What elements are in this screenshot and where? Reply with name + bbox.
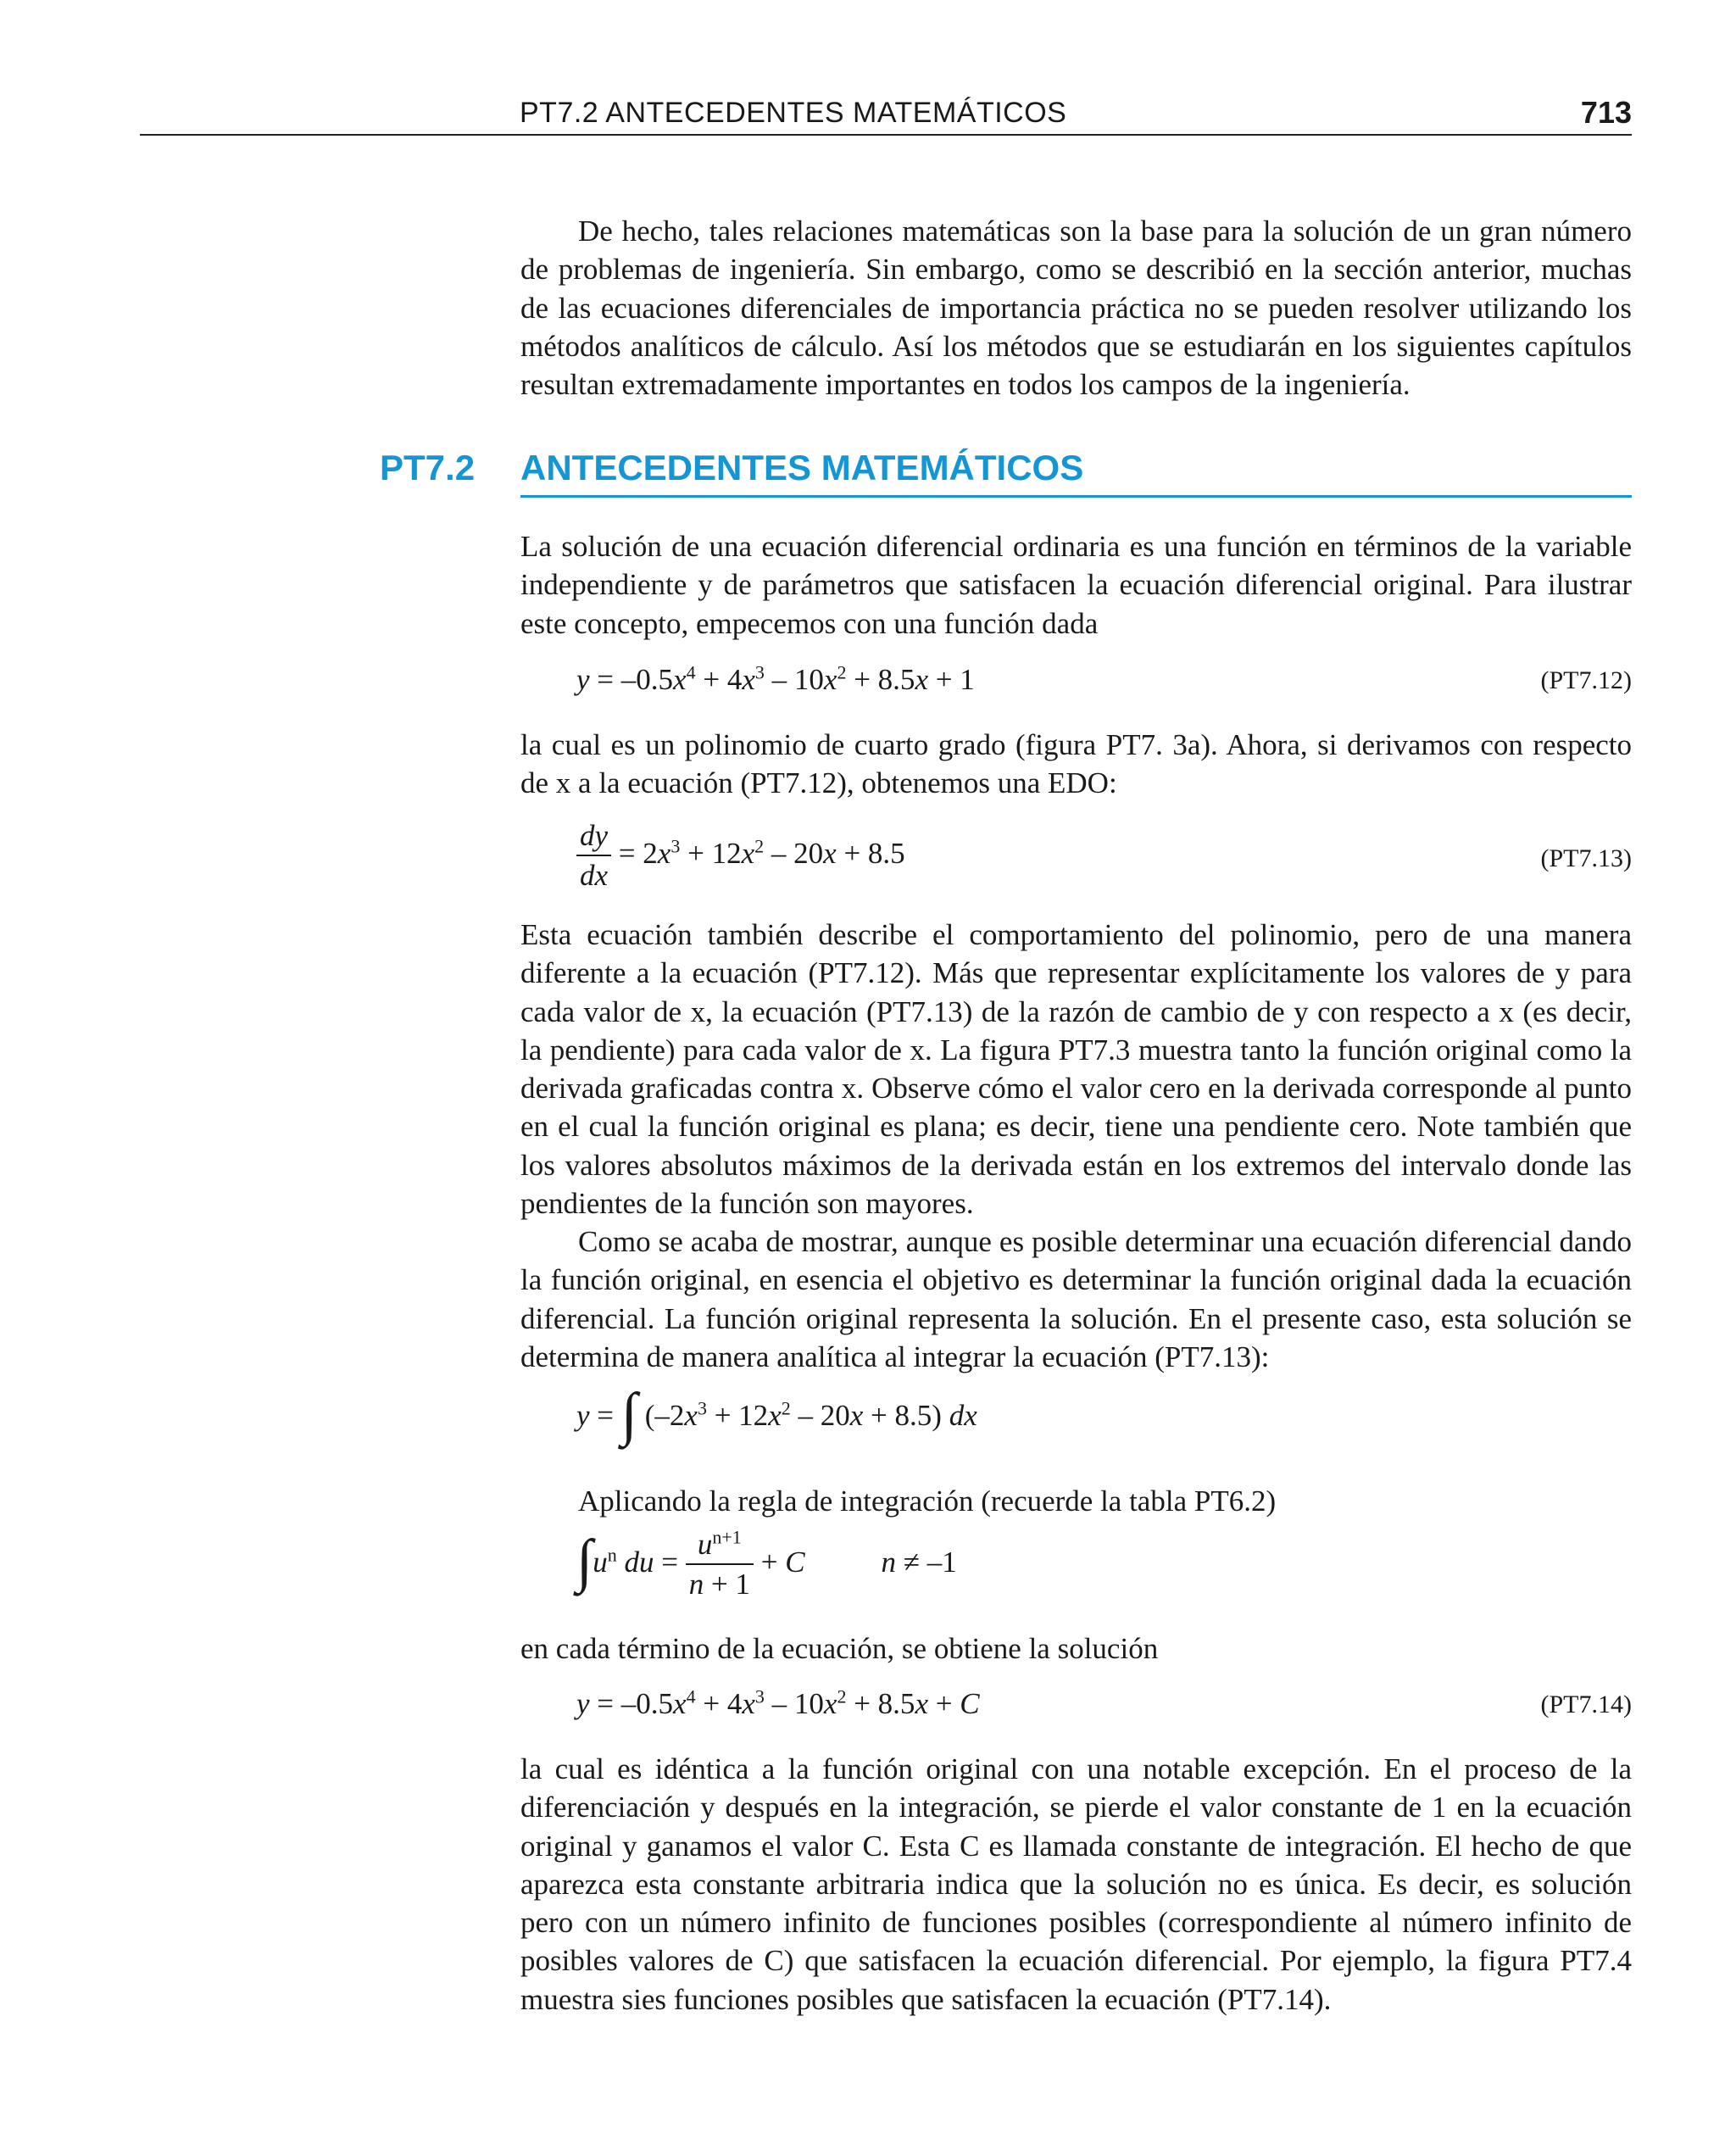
equation-integral: y = ∫ $(-2x^3 + 12x^2 - 20x + 8.5)$ dx	[576, 1381, 977, 1447]
intro-block	[520, 212, 1632, 404]
section-number: PT7.2	[380, 448, 476, 487]
paragraph-6: en cada término de la ecuación, se obtiene la solución	[520, 1632, 1159, 1665]
equation-pt7-13: $\frac{dy}{dx}$ = $2x^3 + 12x^2 - 20x + 8.5$	[576, 817, 905, 895]
equation-integration-rule: $\int u^n$ du = $\frac{u^{n+1}}{n + 1}$ + C n ≠ –1	[576, 1526, 957, 1601]
running-head-title: PT7.2 ANTECEDENTES MATEMÁTICOS	[520, 97, 1067, 129]
equation-number-pt7-12: (PT7.12)	[1540, 666, 1632, 694]
paragraph-1-block	[520, 527, 1632, 643]
integral-sign: ∫	[620, 1381, 637, 1447]
paragraph-6-block	[520, 1629, 1632, 1668]
section-title: ANTECEDENTES MATEMÁTICOS	[520, 448, 1632, 498]
running-head	[140, 95, 1632, 136]
equation-pt7-14: $y = -0.5x^4 + 4x^3 - 10x^2 + 8.5x + C$	[576, 1685, 980, 1720]
paragraph-4: Como se acaba de mostrar, aunque es posible determinar una ecuación diferencial dando la función original, en esencia el objetivo es determinar la función original dada la ecuación diferencial. La función original representa la solución. En el presente caso, esta solución se determina de manera analítica al integrar la ecuación (PT7.13):	[520, 1225, 1632, 1373]
paragraph-4-block	[520, 1223, 1632, 1376]
intro-paragraph: De hecho, tales relaciones matemáticas son la base para la solución de un gran número de problemas de ingeniería. Sin embargo, como se describió en la sección anterior, muchas de las ecuaciones diferenciales de importancia práctica no se pueden resolver utilizando los métodos analíticos de cálculo. Así los métodos que se estudiarán en los siguientes capítulos resultan extremadamente importantes en todos los campos de la ingeniería.	[520, 214, 1632, 402]
paragraph-5-block	[578, 1482, 1632, 1520]
paragraph-2: la cual es un polinomio de cuarto grado (figura PT7. 3a). Ahora, si derivamos con respecto de x a la ecuación (PT7.12), obtenemos una EDO:	[520, 728, 1632, 800]
paragraph-5: Aplicando la regla de integración (recuerde la tabla PT6.2)	[578, 1484, 1277, 1518]
equation-number-pt7-13: (PT7.13)	[1540, 844, 1632, 872]
paragraph-3: Esta ecuación también describe el comportamiento del polinomio, pero de una manera diferente a la ecuación (PT7.12). Más que representar explícitamente los valores de y para cada valor de x, la ecuación (PT7.13) de la razón de cambio de y con respecto a x (es decir, la pendiente) para cada valor de x. La figura PT7.3 muestra tanto la función original como la derivada graficadas contra x. Observe cómo el valor cero en la derivada corresponde al punto en el cual la función original es plana; es decir, tiene una pendiente cero. Note también que los valores absolutos máximos de la derivada están en los extremos del intervalo donde las pendientes de la función son mayores.	[520, 918, 1632, 1221]
paragraph-2-block	[520, 726, 1632, 803]
page-number: 713	[1580, 95, 1632, 130]
paragraph-7-block	[520, 1750, 1632, 2019]
paragraph-1: La solución de una ecuación diferencial ordinaria es una función en términos de la variable independiente y de parámetros que satisfacen la ecuación diferencial original. Para ilustrar este concepto, empecemos con una función dada	[520, 530, 1632, 640]
integral-sign-rule: ∫	[576, 1529, 593, 1594]
paragraph-3-block	[520, 916, 1632, 1223]
paragraph-7: la cual es idéntica a la función original con una notable excepción. En el proceso de la diferenciación y después en la integración, se pierde el valor constante de 1 en la ecuación original y ganamos el valor C. Esta C es llamada constante de integración. El hecho de que aparezca esta constante arbitraria indica que la solución no es única. Es decir, es solución pero con un número infinito de funciones posibles (correspondiente al número infinito de posibles valores de C) que satisfacen la ecuación diferencial. Por ejemplo, la figura PT7.4 muestra sies funciones posibles que satisfacen la ecuación (PT7.14).	[520, 1752, 1632, 2016]
equation-pt7-12: $y = -0.5x^4 + 4x^3 - 10x^2 + 8.5x + 1$	[576, 661, 975, 696]
equation-number-pt7-14: (PT7.14)	[1540, 1690, 1632, 1718]
